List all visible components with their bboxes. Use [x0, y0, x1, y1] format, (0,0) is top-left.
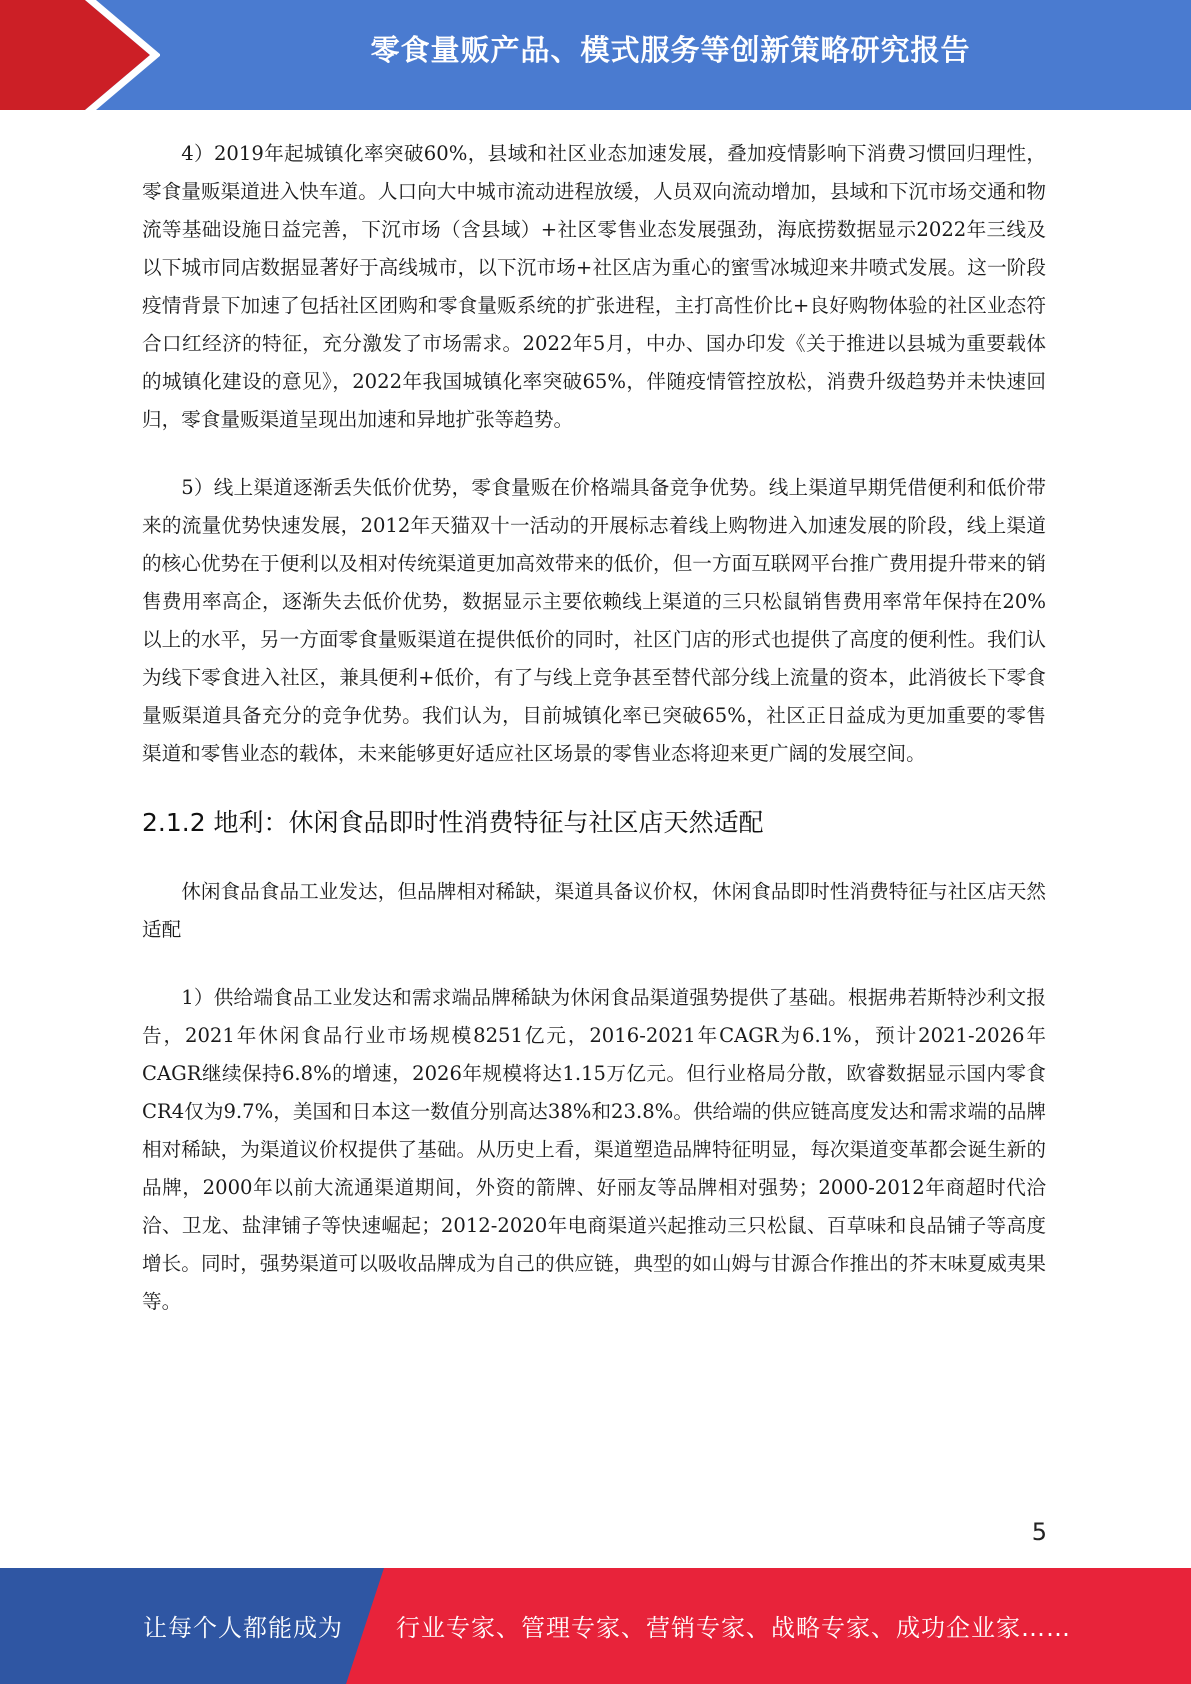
section-heading: 2.1.2 地利：休闲食品即时性消费特征与社区店天然适配	[142, 808, 764, 837]
paragraph-5: 5）线上渠道逐渐丢失低价优势，零食量贩在价格端具备竞争优势。线上渠道早期凭借便利和低价带来的流量优势快速发展，2012年天猫双十一活动的开展标志着线上购物进入加速发展的阶段，线上渠道的核心优势在于便利以及相对传统渠道更加高效带来的低价，但一方面互联网平台推广费用提升带来的销售费用率高企，逐渐失去低价优势，数据显示主要依赖线上渠道的三只松鼠销售费用率常年保持在20%以上的水平，另一方面零食量贩渠道在提供低价的同时，社区门店的形式也提供了高度的便利性。我们认为线下零食进入社区，兼具便利+低价，有了与线上竞争甚至替代部分线上流量的资本，此消彼长下零食量贩渠道具备充分的竞争优势。我们认为，目前城镇化率已突破65%，社区正日益成为更加重要的零售渠道和零售业态的载体，未来能够更好适应社区场景的零售业态将迎来更广阔的发展空间。	[142, 476, 1046, 765]
page-number: 5	[1031, 1518, 1047, 1546]
section-intro: 休闲食品食品工业发达，但品牌相对稀缺，渠道具备议价权，休闲食品即时性消费特征与社区店天然适配	[142, 880, 1046, 941]
header-band	[0, 0, 1191, 110]
paragraph-4: 4）2019年起城镇化率突破60%，县域和社区业态加速发展，叠加疫情影响下消费习惯回归理性，零食量贩渠道进入快车道。人口向大中城市流动进程放缓，人员双向流动增加，县域和下沉市场交通和物流等基础设施日益完善，下沉市场（含县域）+社区零售业态发展强劲，海底捞数据显示2022年三线及以下城市同店数据显著好于高线城市，以下沉市场+社区店为重心的蜜雪冰城迎来井喷式发展。这一阶段疫情背景下加速了包括社区团购和零食量贩系统的扩张进程，主打高性价比+良好购物体验的社区业态符合口红经济的特征，充分激发了市场需求。2022年5月，中办、国办印发《关于推进以县城为重要载体的城镇化建设的意见》，2022年我国城镇化率突破65%，伴随疫情管控放松，消费升级趋势并未快速回归，零食量贩渠道呈现出加速和异地扩张等趋势。	[142, 142, 1046, 431]
header-chevron-icon	[0, 0, 160, 110]
main-content	[142, 135, 1046, 1321]
footer-band	[0, 1568, 1191, 1684]
report-title: 零食量贩产品、模式服务等创新策略研究报告	[370, 33, 971, 67]
footer-slogan-right: 行业专家、管理专家、营销专家、战略专家、成功企业家……	[396, 1614, 1071, 1642]
paragraph-1: 1）供给端食品工业发达和需求端品牌稀缺为休闲食品渠道强势提供了基础。根据弗若斯特沙利文报告，2021年休闲食品行业市场规模8251亿元，2016-2021年CAGR为6.1%，预计2021-2026年CAGR继续保持6.8%的增速，2026年规模将达1.15万亿元。但行业格局分散，欧睿数据显示国内零食CR4仅为9.7%，美国和日本这一数值分别高达38%和23.8%。供给端的供应链高度发达和需求端的品牌相对稀缺，为渠道议价权提供了基础。从历史上看，渠道塑造品牌特征明显，每次渠道变革都会诞生新的品牌，2000年以前大流通渠道期间，外资的箭牌、好丽友等品牌相对强势；2000-2012年商超时代洽洽、卫龙、盐津铺子等快速崛起；2012-2020年电商渠道兴起推动三只松鼠、百草味和良品铺子等高度增长。同时，强势渠道可以吸收品牌成为自己的供应链，典型的如山姆与甘源合作推出的芥末味夏威夷果等。	[142, 986, 1046, 1313]
footer-slogan-left: 让每个人都能成为	[143, 1614, 343, 1642]
